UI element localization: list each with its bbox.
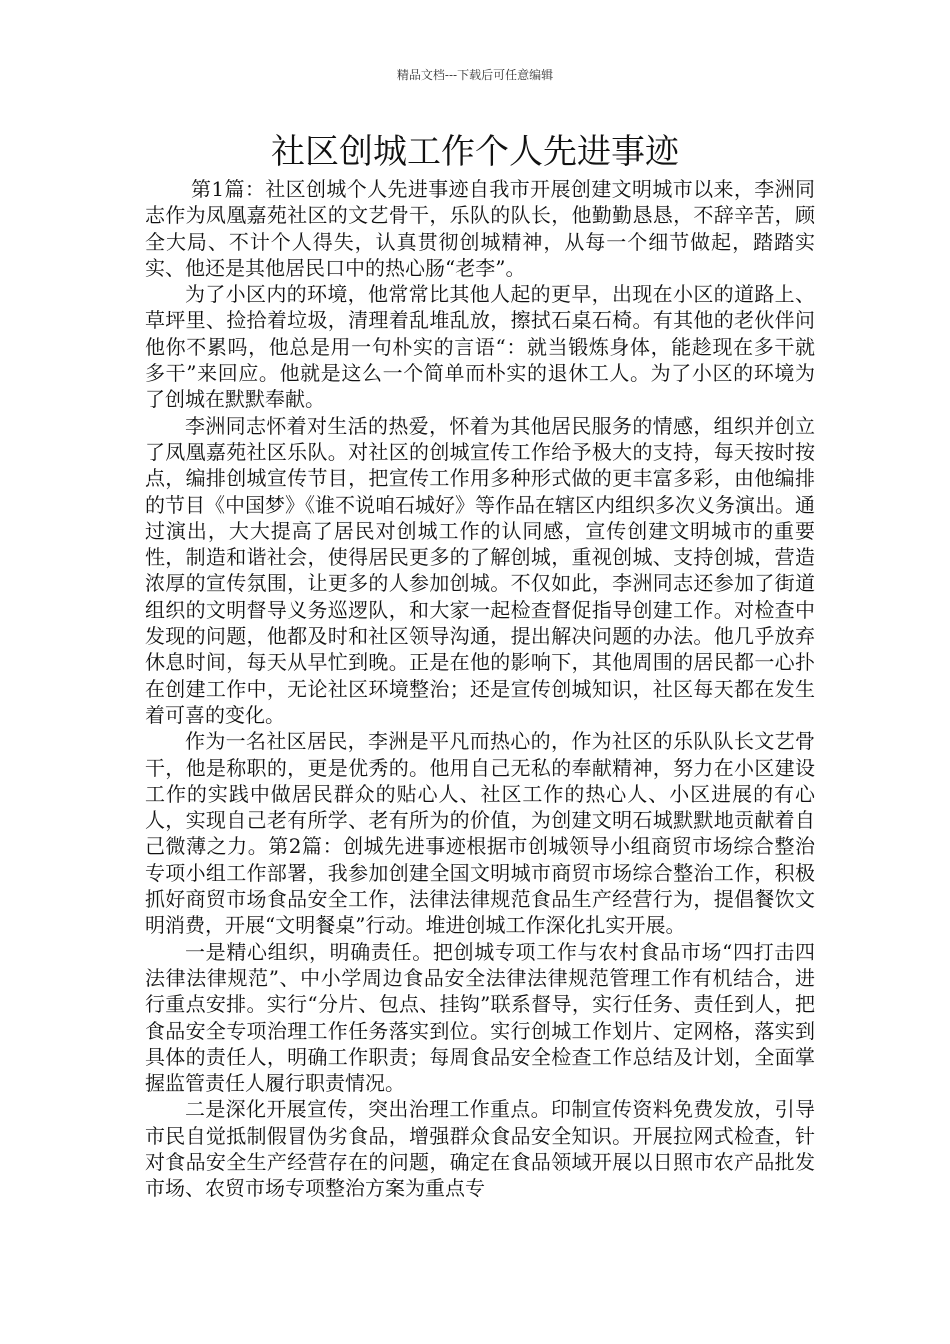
document-title: 社区创城工作个人先进事迹 [271, 132, 679, 172]
paragraph-2: 为了小区内的环境，他常常比其他人起的更早，出现在小区的道路上、草坪里、捡拾着垃圾，清理着乱堆乱放，擦拭石桌石椅。有其他的老伙伴问他你不累吗，他总是用一句朴实的言语“：就当锻炼身体，能趁现在多干就多干”来回应。他就是这么一个简单而朴实的退休工人。为了小区的环境为了创城在默默奉献。 [145, 282, 815, 412]
page-header-note: 精品文档---下载后可任意编辑 [396, 68, 554, 82]
paragraph-4: 作为一名社区居民，李洲是平凡而热心的，作为社区的乐队队长文艺骨干，他是称职的，更是优秀的。他用自己无私的奉献精神，努力在小区建设工作的实践中做居民群众的贴心人、社区工作的热心人、小区进展的有心人，实现自己老有所学、老有所为的价值，为创建文明石城默默地贡献着自己微薄之力。第2篇：创城先进事迹根据市创城领导小组商贸市场综合整治专项小组工作部署，我参加创建全国文明城市商贸市场综合整治工作，积极抓好商贸市场食品安全工作，法律法律规范食品生产经营行为，提倡餐饮文明消费，开展“文明餐桌”行动。堆进创城工作深化扎实开展。 [145, 729, 815, 938]
paragraph-3: 李洲同志怀着对生活的热爱，怀着为其他居民服务的情感，组织并创立了凤凰嘉苑社区乐队。对社区的创城宣传工作给予极大的支持，每天按时按点，编排创城宣传节目，把宣传工作用多种形式做的更丰富多彩，由他编排的节目《中国梦》《谁不说咱石城好》等作品在辖区内组织多次义务演出。通过演出，大大提高了居民对创城工作的认同感，宣传创建文明城市的重要性，制造和谐社会，使得居民更多的了解创城，重视创城、支持创城，营造浓厚的宣传氛围，让更多的人参加创城。不仅如此，李洲同志还参加了街道组织的文明督导义务巡逻队，和大家一起检查督促指导创建工作。对检查中发现的问题，他都及时和社区领导沟通，提出解决问题的办法。他几乎放弃休息时间，每天从早忙到晚。正是在他的影响下，其他周围的居民都一心扑在创建工作中，无论社区环境整治；还是宣传创城知识，社区每天都在发生着可喜的变化。 [145, 413, 815, 727]
document-body [145, 176, 815, 1202]
paragraph-1: 第1篇：社区创城个人先进事迹自我市开展创建文明城市以来，李洲同志作为凤凰嘉苑社区的文艺骨干，乐队的队长，他勤勤恳恳，不辞辛苦，顾全大局、不计个人得失，认真贯彻创城精神，从每一个细节做起，踏踏实实、他还是其他居民口中的热心肠“老李”。 [145, 177, 815, 280]
paragraph-5: 一是精心组织，明确责任。把创城专项工作与农村食品市场“四打击四法律法律规范”、中小学周边食品安全法律法律规范管理工作有机结合，进行重点安排。实行“分片、包点、挂钩”联系督导，实行任务、责任到人，把食品安全专项治理工作任务落实到位。实行创城工作划片、定网格，落实到具体的责任人，明确工作职责；每周食品安全检查工作总结及计划，全面掌握监管责任人履行职责情况。 [145, 939, 815, 1096]
paragraph-6: 二是深化开展宣传，突出治理工作重点。印制宣传资料免费发放，引导市民自觉抵制假冒伪劣食品，增强群众食品安全知识。开展拉网式检查，针对食品安全生产经营存在的问题，确定在食品领域开展以日照市农产品批发市场、农贸市场专项整治方案为重点专 [145, 1097, 815, 1201]
